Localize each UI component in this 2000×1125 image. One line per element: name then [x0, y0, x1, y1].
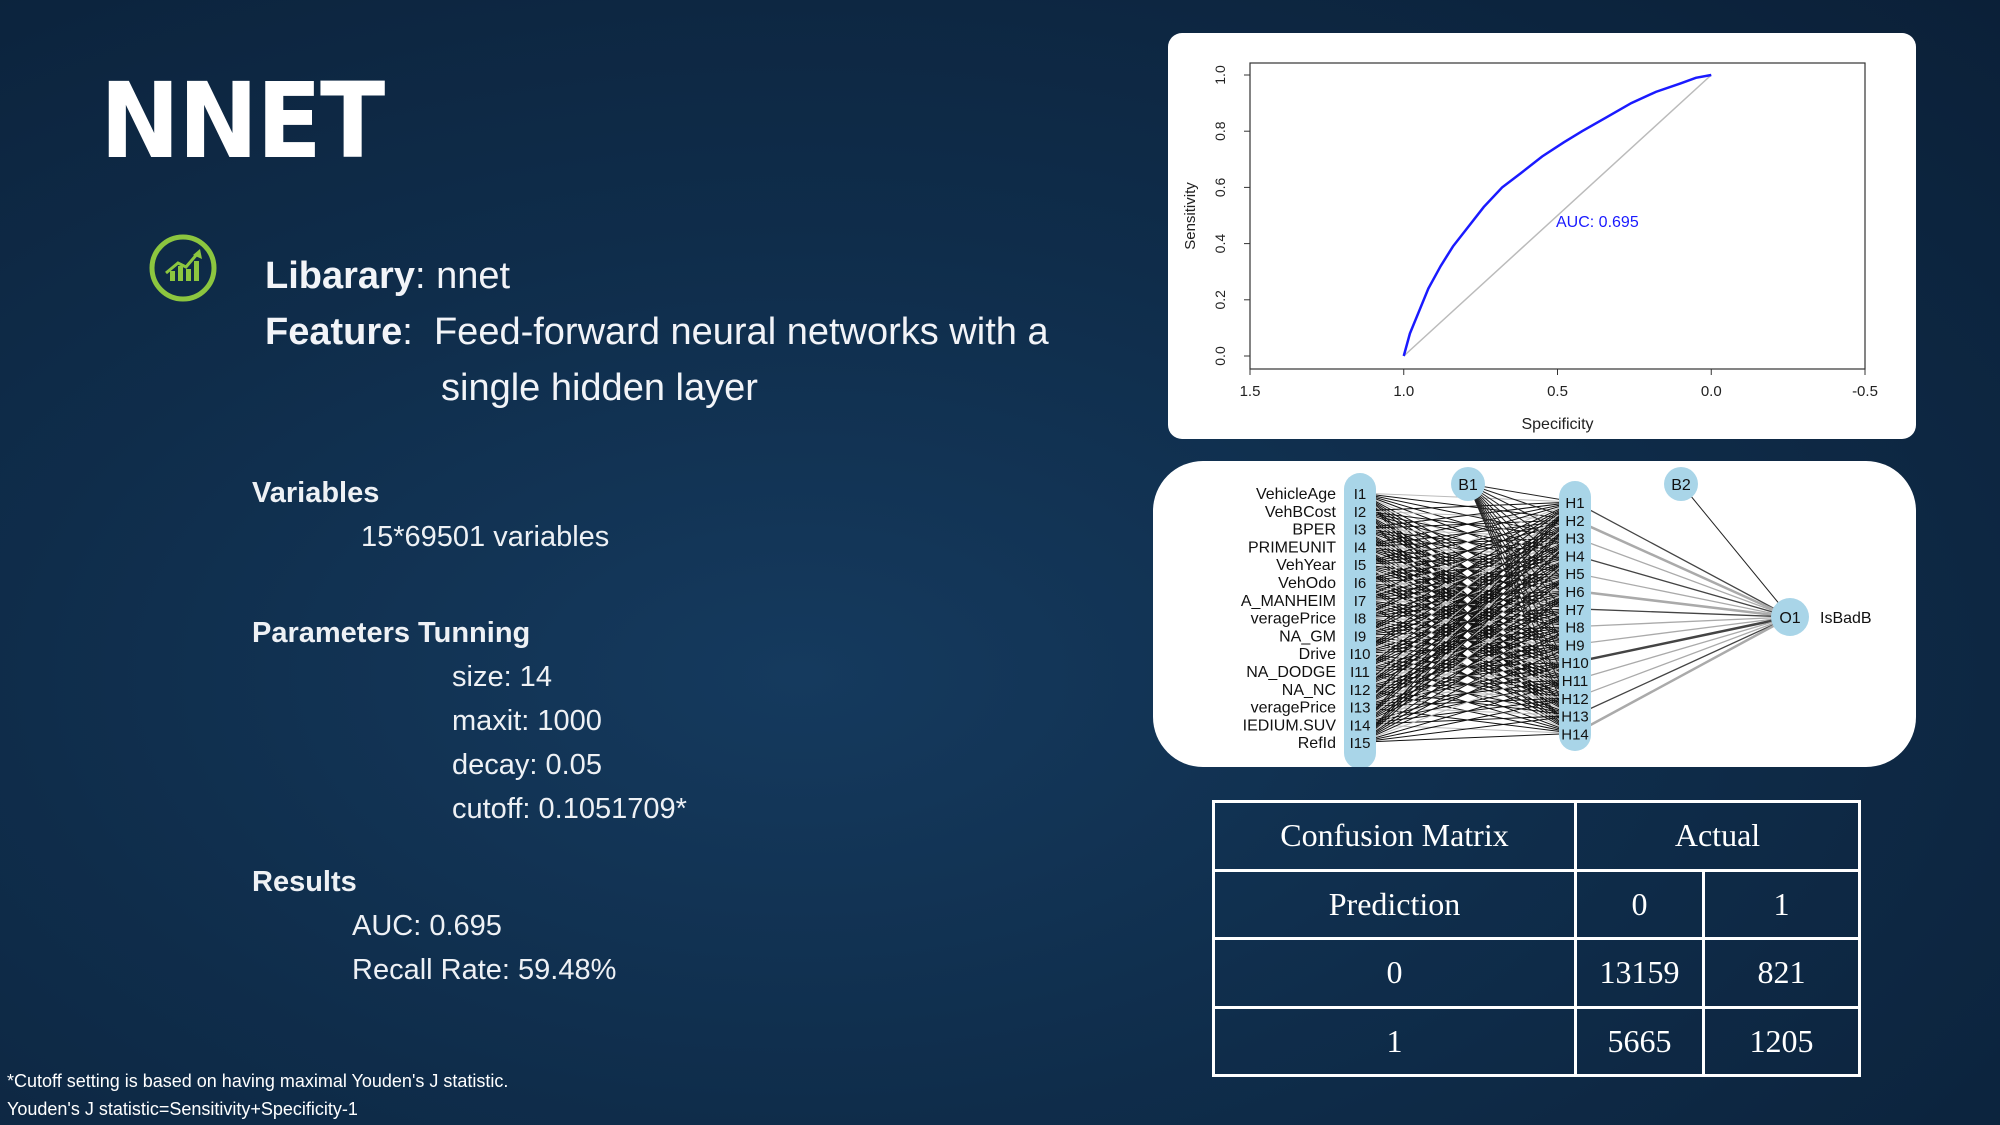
hidden-node-label: H2: [1565, 512, 1585, 530]
input-node-label: I1: [1353, 486, 1367, 503]
y-tick-label: 0.8: [1212, 121, 1228, 141]
library-label: Libarary: [265, 255, 415, 297]
hidden-output-edge: [1575, 617, 1790, 733]
library-value: nnet: [436, 255, 511, 297]
input-variable-label: IEDIUM.SUV: [1242, 717, 1336, 735]
cm-row-0: [1214, 939, 1860, 1008]
footnote-cutoff: *Cutoff setting is based on having maximal Youden's J statistic.: [7, 1071, 509, 1091]
input-variable-label: Drive: [1298, 646, 1336, 664]
cm-row-label: 0: [1214, 939, 1576, 1008]
hidden-node-label: H1: [1565, 495, 1585, 512]
cm-cell: 821: [1704, 939, 1860, 1008]
hidden-node-label: H8: [1565, 619, 1585, 637]
variables-value: 15*69501 variables: [361, 521, 610, 553]
hidden-output-edge: [1575, 617, 1790, 680]
feature-value-line2: single hidden layer: [441, 367, 758, 409]
input-node-label: I15: [1349, 735, 1371, 753]
network-diagram-panel: [1153, 461, 1916, 767]
output-node-label: O1: [1779, 610, 1801, 627]
input-node-label: I4: [1353, 539, 1367, 557]
input-node-label: I10: [1349, 646, 1371, 664]
cm-col0-cell: 0: [1576, 870, 1704, 939]
x-tick-label: -0.5: [1852, 383, 1878, 400]
input-variable-label: VehBCost: [1264, 503, 1336, 521]
hidden-node-label: H12: [1561, 690, 1589, 708]
input-node-label: I2: [1353, 503, 1367, 521]
roc-chart-panel: [1168, 33, 1916, 439]
hidden-node-label: H4: [1565, 548, 1585, 566]
input-node-label: I8: [1353, 610, 1367, 628]
auc-annotation: AUC: 0.695: [1556, 214, 1639, 231]
cm-cell: 5665: [1576, 1007, 1704, 1076]
cm-row-1: [1214, 1007, 1860, 1076]
chart-growth-icon: [148, 233, 218, 303]
cm-actual-cell: Actual: [1576, 802, 1860, 871]
hidden-node-label: H7: [1565, 601, 1585, 619]
input-variable-label: veragePrice: [1250, 699, 1336, 717]
hidden-output-edge: [1575, 617, 1790, 627]
y-axis-label: Sensitivity: [1182, 182, 1199, 250]
input-node-label: I3: [1353, 521, 1367, 539]
cm-row-label: 1: [1214, 1007, 1576, 1076]
x-axis-label: Specificity: [1521, 416, 1594, 433]
input-variable-label: RefId: [1297, 735, 1336, 753]
y-tick-label: 0.2: [1212, 290, 1228, 310]
variables-heading: Variables: [252, 477, 380, 509]
x-tick-label: 0.5: [1547, 383, 1568, 400]
network-diagram: [1153, 461, 1916, 767]
input-node-label: I13: [1349, 699, 1371, 717]
cm-subheader-row: [1214, 870, 1860, 939]
param-cutoff: cutoff: 0.1051709*: [452, 793, 687, 825]
input-node-label: I11: [1350, 664, 1370, 681]
y-tick-label: 1.0: [1212, 65, 1228, 85]
y-tick-label: 0.6: [1212, 177, 1228, 198]
x-tick-label: 1.0: [1393, 383, 1415, 400]
hidden-node-label: H3: [1565, 530, 1585, 548]
roc-chart: [1168, 33, 1916, 439]
page-title: NNET: [100, 60, 384, 182]
hidden-node-label: H10: [1561, 655, 1589, 673]
cm-cell: 13159: [1576, 939, 1704, 1008]
input-variable-label: VehOdo: [1278, 575, 1336, 592]
cm-cell: 1205: [1704, 1007, 1860, 1076]
confusion-matrix-table: [1212, 800, 1861, 1077]
input-variable-label: A_MANHEIM: [1240, 592, 1336, 610]
input-variable-label: veragePrice: [1250, 610, 1336, 628]
input-variable-label: BPER: [1292, 521, 1336, 539]
y-tick-label: 0.4: [1212, 233, 1228, 254]
input-node-label: I12: [1349, 681, 1371, 699]
param-maxit: maxit: 1000: [452, 705, 602, 737]
input-node-label: I5: [1353, 557, 1367, 575]
input-variable-label: PRIMEUNIT: [1248, 539, 1336, 557]
library-line: Libarary: nnet: [265, 255, 511, 297]
cm-prediction-cell: Prediction: [1214, 870, 1576, 939]
x-tick-label: 1.5: [1239, 383, 1261, 400]
input-node-label: I7: [1353, 592, 1367, 610]
feature-label: Feature: [265, 311, 403, 353]
bias-node-label: B1: [1458, 477, 1478, 494]
input-node-label: I6: [1353, 575, 1367, 592]
hidden-output-edge: [1575, 617, 1790, 698]
input-node-label: I14: [1349, 717, 1371, 735]
param-size: size: 14: [452, 661, 552, 693]
input-variable-label: VehYear: [1276, 557, 1336, 575]
cm-col1-cell: 1: [1704, 870, 1860, 939]
hidden-output-edge: [1575, 555, 1790, 617]
parameters-heading: Parameters Tunning: [252, 617, 531, 649]
output-variable-label: IsBadB: [1820, 610, 1872, 627]
y-tick-label: 0.0: [1212, 346, 1228, 366]
input-variable-label: NA_NC: [1281, 681, 1336, 699]
hidden-node-label: H14: [1561, 726, 1589, 744]
hidden-node-label: H13: [1561, 708, 1589, 726]
hidden-node-label: H6: [1565, 584, 1585, 601]
hidden-node-label: H11: [1561, 673, 1589, 690]
bias-node-label: B2: [1671, 477, 1691, 494]
feature-value-line1: Feed-forward neural networks with a: [433, 311, 1049, 353]
input-variable-label: NA_GM: [1279, 628, 1336, 646]
input-variable-label: NA_DODGE: [1246, 664, 1336, 681]
param-decay: decay: 0.05: [452, 749, 602, 781]
hidden-output-edge: [1575, 617, 1790, 716]
hidden-node-label: H9: [1565, 637, 1585, 655]
result-recall: Recall Rate: 59.48%: [352, 954, 617, 986]
hidden-output-edge: [1575, 617, 1790, 662]
hidden-output-edge: [1575, 502, 1790, 617]
x-tick-label: 0.0: [1700, 383, 1722, 400]
input-node-label: I9: [1353, 628, 1367, 646]
input-variable-label: VehicleAge: [1255, 486, 1336, 503]
footnote-youden: Youden's J statistic=Sensitivity+Specificity-1: [7, 1099, 358, 1119]
feature-line: Feature: Feed-forward neural networks with a: [265, 311, 1049, 353]
hidden-node-label: H5: [1565, 566, 1585, 584]
cm-title-cell: Confusion Matrix: [1214, 802, 1576, 871]
hidden-output-edge: [1575, 520, 1790, 617]
results-heading: Results: [252, 866, 357, 898]
result-auc: AUC: 0.695: [352, 910, 502, 942]
cm-header-row: [1214, 802, 1860, 871]
